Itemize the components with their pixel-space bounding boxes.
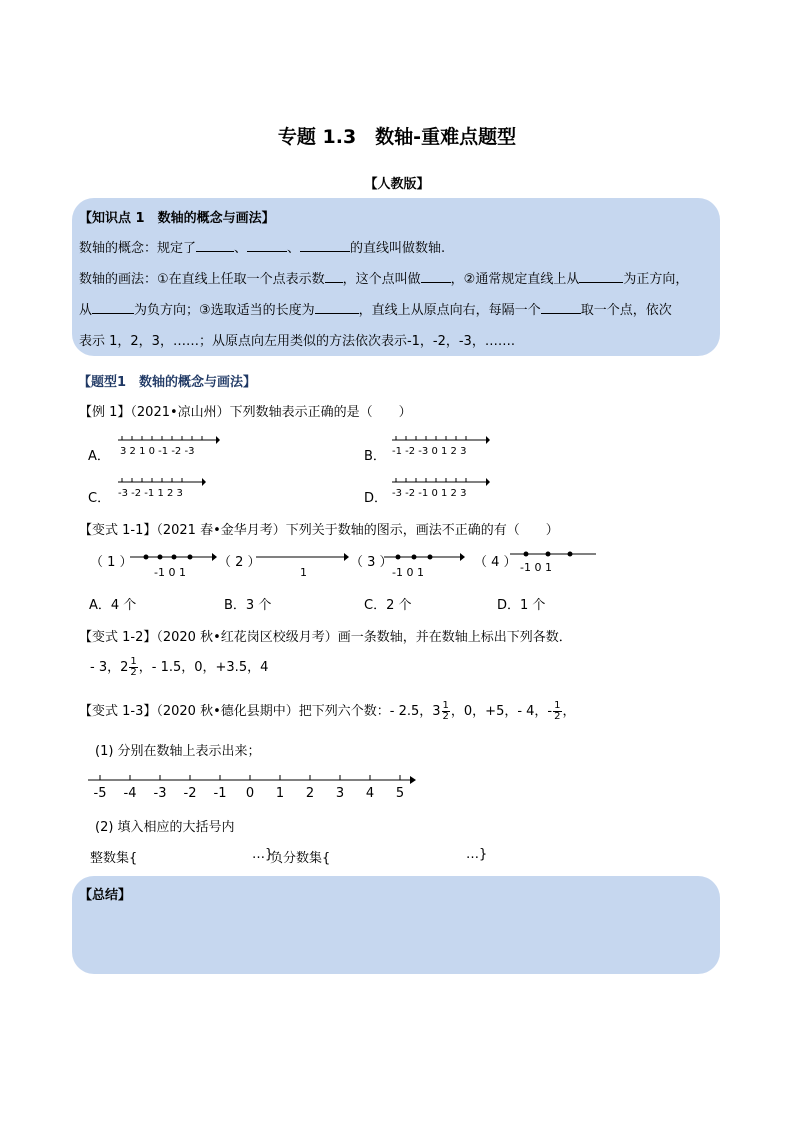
fig-label-2: （ 2 ） — [218, 555, 261, 570]
text: ， — [562, 704, 576, 719]
edition-label: 【人教版】 — [364, 177, 430, 192]
tick-labels: -3 -2 -1 1 2 3 — [118, 488, 183, 499]
tick-label: -2 — [183, 786, 197, 801]
blank — [196, 239, 234, 252]
text: ，这个点叫做 — [342, 272, 421, 287]
draw-line-1 — [79, 268, 688, 287]
tick-label: 0 — [245, 786, 255, 801]
fig-3-number-line — [384, 548, 468, 580]
text: - 3，2 — [90, 660, 129, 675]
tick-labels: -1 0 1 — [154, 566, 186, 579]
tick-labels: -1 0 1 — [392, 566, 424, 579]
choice-a: A．4 个 — [89, 598, 137, 613]
text: 数轴的画法：①在直线上任取一个点表示数 — [79, 272, 325, 287]
denominator: 2 — [554, 711, 561, 722]
ticks — [122, 436, 202, 440]
tick-label: 4 — [365, 786, 375, 801]
fig-label-3: （ 3 ） — [350, 555, 393, 570]
number-line-d — [390, 476, 494, 502]
numerator: 1 — [442, 700, 449, 711]
ticks — [396, 436, 466, 440]
option-label-c: C． — [88, 491, 111, 506]
ticks — [122, 478, 182, 482]
text: ，直线上从原点向右，每隔一个 — [358, 303, 541, 318]
option-label-d: D． — [364, 491, 388, 506]
numerator: 1 — [130, 656, 137, 667]
tick-labels: -1 -2 -3 0 1 2 3 — [392, 446, 467, 457]
fig-label-1: （ 1 ） — [90, 555, 133, 570]
option-label-a: A． — [88, 449, 110, 464]
example1-stem: 【例 1】（2021•凉山州）下列数轴表示正确的是（ ） — [79, 405, 412, 420]
blank — [541, 301, 581, 314]
choice-d: D．1 个 — [497, 598, 546, 613]
number-line-a — [116, 434, 220, 460]
draw-line-2 — [79, 299, 672, 318]
text: 为正方向， — [623, 272, 689, 287]
fraction — [553, 701, 561, 722]
fraction — [442, 701, 450, 722]
variant13-stem — [79, 700, 576, 722]
tick-label: 5 — [395, 786, 405, 801]
number-line-c — [116, 476, 212, 502]
text: ，0，+5，- 4，- — [450, 704, 553, 719]
blank — [325, 270, 343, 283]
negative-fraction-set-end: …} — [466, 847, 488, 862]
choice-b: B．3 个 — [224, 598, 272, 613]
tick-label: -4 — [123, 786, 137, 801]
concept-suffix: 的直线叫做数轴. — [350, 241, 446, 256]
page-title: 专题 1.3 数轴-重难点题型 — [277, 126, 517, 148]
ticks — [396, 478, 466, 482]
tick-label: -5 — [93, 786, 107, 801]
variant12-numbers — [90, 656, 268, 678]
tick-labels: -1 0 1 — [520, 561, 552, 574]
text: 从 — [79, 303, 93, 318]
concept-prefix: 数轴的概念：规定了 — [79, 241, 197, 256]
fig-2-number-line — [256, 548, 352, 580]
tick-label: 2 — [305, 786, 315, 801]
number-line-b — [390, 434, 494, 460]
blank — [421, 270, 451, 283]
text: ，- 1.5，0，+3.5，4 — [138, 660, 269, 675]
denominator: 2 — [130, 667, 137, 678]
text: 【变式 1-3】（2020 秋•德化县期中）把下列六个数：- 2.5，3 — [79, 704, 441, 719]
variant11-stem: 【变式 1-1】（2021 春•金华月考）下列关于数轴的图示，画法不正确的有（ ） — [79, 523, 559, 538]
option-label-b: B． — [364, 449, 386, 464]
blank — [579, 270, 623, 283]
denominator: 2 — [442, 711, 449, 722]
variant12-stem: 【变式 1-2】（2020 秋•红花岗区校级月考）画一条数轴，并在数轴上标出下列各数． — [79, 630, 572, 645]
choice-c: C．2 个 — [364, 598, 412, 613]
fig-1-number-line — [128, 548, 220, 580]
fig-4-number-line — [510, 545, 598, 577]
text: 取一个点，依次 — [580, 303, 672, 318]
question-2: (2) 填入相应的大括号内 — [95, 820, 235, 835]
tick-labels: 3 2 1 0 -1 -2 -3 — [120, 446, 195, 457]
integer-set-end: …} — [252, 847, 274, 862]
tick-label: -3 — [153, 786, 167, 801]
summary-box — [72, 876, 720, 974]
summary-heading: 【总结】 — [79, 888, 132, 903]
tick-labels — [94, 786, 405, 801]
ticks — [100, 775, 400, 780]
fig-label-4: （ 4 ） — [474, 555, 517, 570]
integer-set: 整数集{ — [90, 851, 138, 866]
concept-line — [79, 237, 445, 256]
blank — [247, 239, 287, 252]
tick-label: 3 — [335, 786, 345, 801]
tick-labels: -3 -2 -1 0 1 2 3 — [392, 488, 467, 499]
question-1: (1) 分别在数轴上表示出来； — [95, 744, 261, 759]
section-heading: 【题型1 数轴的概念与画法】 — [78, 375, 257, 390]
number-line-5-to-5 — [88, 772, 420, 802]
text: 为负方向；③选取适当的长度为 — [134, 303, 315, 318]
numerator: 1 — [554, 700, 561, 711]
knowledge-heading: 【知识点 1 数轴的概念与画法】 — [79, 211, 275, 226]
sep: 、 — [287, 241, 301, 256]
negative-fraction-set: 负分数集{ — [270, 851, 331, 866]
blank — [315, 301, 359, 314]
fraction — [129, 657, 137, 678]
tick-label: -1 — [213, 786, 227, 801]
tick-label: 1 — [275, 786, 285, 801]
draw-line-3: 表示 1，2，3，……；从原点向左用类似的方法依次表示-1，-2，-3，……. — [79, 334, 515, 349]
blank — [92, 301, 134, 314]
text: ，②通常规定直线上从 — [450, 272, 580, 287]
sep: 、 — [234, 241, 248, 256]
blank — [300, 239, 350, 252]
tick-labels: 1 — [300, 566, 307, 579]
